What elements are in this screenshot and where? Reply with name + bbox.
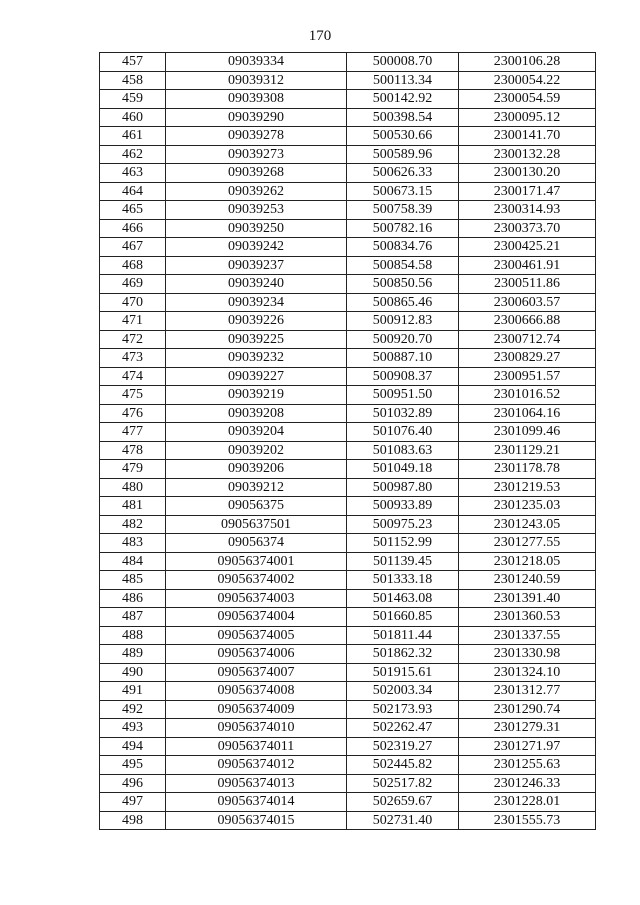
row-number-cell: 479 — [100, 460, 166, 479]
x-coordinate-cell: 500113.34 — [347, 71, 459, 90]
x-coordinate-cell: 500887.10 — [347, 349, 459, 368]
parcel-id-cell: 09039250 — [166, 219, 347, 238]
y-coordinate-cell: 2300425.21 — [459, 238, 596, 257]
table-row — [100, 201, 596, 220]
row-number-cell: 461 — [100, 127, 166, 146]
table-row — [100, 219, 596, 238]
x-coordinate-cell: 500782.16 — [347, 219, 459, 238]
parcel-id-cell: 09056374013 — [166, 774, 347, 793]
y-coordinate-cell: 2300106.28 — [459, 53, 596, 72]
table-row — [100, 515, 596, 534]
table-row — [100, 312, 596, 331]
y-coordinate-cell: 2300666.88 — [459, 312, 596, 331]
y-coordinate-cell: 2300511.86 — [459, 275, 596, 294]
table-row — [100, 793, 596, 812]
y-coordinate-cell: 2300373.70 — [459, 219, 596, 238]
y-coordinate-cell: 2301290.74 — [459, 700, 596, 719]
row-number-cell: 498 — [100, 811, 166, 830]
row-number-cell: 473 — [100, 349, 166, 368]
y-coordinate-cell: 2301099.46 — [459, 423, 596, 442]
parcel-id-cell: 09039278 — [166, 127, 347, 146]
y-coordinate-cell: 2300951.57 — [459, 367, 596, 386]
parcel-id-cell: 09056374 — [166, 534, 347, 553]
y-coordinate-cell: 2301016.52 — [459, 386, 596, 405]
coordinates-table-body — [100, 53, 596, 830]
table-row — [100, 404, 596, 423]
x-coordinate-cell: 500758.39 — [347, 201, 459, 220]
parcel-id-cell: 09039208 — [166, 404, 347, 423]
x-coordinate-cell: 501083.63 — [347, 441, 459, 460]
parcel-id-cell: 09039234 — [166, 293, 347, 312]
row-number-cell: 493 — [100, 719, 166, 738]
y-coordinate-cell: 2300054.22 — [459, 71, 596, 90]
row-number-cell: 465 — [100, 201, 166, 220]
row-number-cell: 472 — [100, 330, 166, 349]
parcel-id-cell: 09039242 — [166, 238, 347, 257]
row-number-cell: 470 — [100, 293, 166, 312]
y-coordinate-cell: 2301324.10 — [459, 663, 596, 682]
y-coordinate-cell: 2301240.59 — [459, 571, 596, 590]
row-number-cell: 471 — [100, 312, 166, 331]
row-number-cell: 483 — [100, 534, 166, 553]
x-coordinate-cell: 502262.47 — [347, 719, 459, 738]
x-coordinate-cell: 501660.85 — [347, 608, 459, 627]
parcel-id-cell: 09056374015 — [166, 811, 347, 830]
x-coordinate-cell: 501463.08 — [347, 589, 459, 608]
row-number-cell: 475 — [100, 386, 166, 405]
table-row — [100, 534, 596, 553]
page-number: 170 — [308, 28, 332, 44]
table-row — [100, 626, 596, 645]
x-coordinate-cell: 500850.56 — [347, 275, 459, 294]
parcel-id-cell: 09039312 — [166, 71, 347, 90]
y-coordinate-cell: 2300095.12 — [459, 108, 596, 127]
table-row — [100, 608, 596, 627]
x-coordinate-cell: 500975.23 — [347, 515, 459, 534]
parcel-id-cell: 09056374006 — [166, 645, 347, 664]
x-coordinate-cell: 501049.18 — [347, 460, 459, 479]
parcel-id-cell: 09039262 — [166, 182, 347, 201]
row-number-cell: 484 — [100, 552, 166, 571]
x-coordinate-cell: 500854.58 — [347, 256, 459, 275]
parcel-id-cell: 09056374010 — [166, 719, 347, 738]
row-number-cell: 494 — [100, 737, 166, 756]
parcel-id-cell: 09056374011 — [166, 737, 347, 756]
row-number-cell: 469 — [100, 275, 166, 294]
table-row — [100, 423, 596, 442]
table-row — [100, 441, 596, 460]
parcel-id-cell: 09039253 — [166, 201, 347, 220]
y-coordinate-cell: 2301360.53 — [459, 608, 596, 627]
y-coordinate-cell: 2301330.98 — [459, 645, 596, 664]
y-coordinate-cell: 2301277.55 — [459, 534, 596, 553]
row-number-cell: 489 — [100, 645, 166, 664]
table-row — [100, 145, 596, 164]
row-number-cell: 458 — [100, 71, 166, 90]
row-number-cell: 496 — [100, 774, 166, 793]
coordinates-table — [99, 52, 596, 830]
table-row — [100, 571, 596, 590]
x-coordinate-cell: 500673.15 — [347, 182, 459, 201]
x-coordinate-cell: 501862.32 — [347, 645, 459, 664]
parcel-id-cell: 09039237 — [166, 256, 347, 275]
x-coordinate-cell: 502003.34 — [347, 682, 459, 701]
row-number-cell: 490 — [100, 663, 166, 682]
parcel-id-cell: 09056374003 — [166, 589, 347, 608]
table-row — [100, 275, 596, 294]
parcel-id-cell: 09056374012 — [166, 756, 347, 775]
x-coordinate-cell: 500908.37 — [347, 367, 459, 386]
row-number-cell: 485 — [100, 571, 166, 590]
x-coordinate-cell: 501032.89 — [347, 404, 459, 423]
table-row — [100, 349, 596, 368]
parcel-id-cell: 09056375 — [166, 497, 347, 516]
table-row — [100, 330, 596, 349]
parcel-id-cell: 09039206 — [166, 460, 347, 479]
parcel-id-cell: 09056374004 — [166, 608, 347, 627]
y-coordinate-cell: 2301312.77 — [459, 682, 596, 701]
table-row — [100, 552, 596, 571]
y-coordinate-cell: 2300130.20 — [459, 164, 596, 183]
parcel-id-cell: 09039219 — [166, 386, 347, 405]
x-coordinate-cell: 500530.66 — [347, 127, 459, 146]
row-number-cell: 474 — [100, 367, 166, 386]
x-coordinate-cell: 502319.27 — [347, 737, 459, 756]
row-number-cell: 492 — [100, 700, 166, 719]
y-coordinate-cell: 2301243.05 — [459, 515, 596, 534]
parcel-id-cell: 09056374014 — [166, 793, 347, 812]
row-number-cell: 487 — [100, 608, 166, 627]
y-coordinate-cell: 2301235.03 — [459, 497, 596, 516]
parcel-id-cell: 09039225 — [166, 330, 347, 349]
row-number-cell: 463 — [100, 164, 166, 183]
y-coordinate-cell: 2301064.16 — [459, 404, 596, 423]
parcel-id-cell: 09039204 — [166, 423, 347, 442]
table-row — [100, 127, 596, 146]
row-number-cell: 480 — [100, 478, 166, 497]
y-coordinate-cell: 2301555.73 — [459, 811, 596, 830]
y-coordinate-cell: 2300712.74 — [459, 330, 596, 349]
row-number-cell: 478 — [100, 441, 166, 460]
parcel-id-cell: 09039290 — [166, 108, 347, 127]
parcel-id-cell: 09039212 — [166, 478, 347, 497]
y-coordinate-cell: 2300054.59 — [459, 90, 596, 109]
row-number-cell: 488 — [100, 626, 166, 645]
x-coordinate-cell: 502517.82 — [347, 774, 459, 793]
y-coordinate-cell: 2301228.01 — [459, 793, 596, 812]
table-row — [100, 478, 596, 497]
parcel-id-cell: 09056374001 — [166, 552, 347, 571]
y-coordinate-cell: 2301129.21 — [459, 441, 596, 460]
y-coordinate-cell: 2301178.78 — [459, 460, 596, 479]
y-coordinate-cell: 2301337.55 — [459, 626, 596, 645]
table-row — [100, 756, 596, 775]
table-row — [100, 663, 596, 682]
y-coordinate-cell: 2301219.53 — [459, 478, 596, 497]
table-row — [100, 737, 596, 756]
y-coordinate-cell: 2301279.31 — [459, 719, 596, 738]
y-coordinate-cell: 2301271.97 — [459, 737, 596, 756]
x-coordinate-cell: 500912.83 — [347, 312, 459, 331]
table-row — [100, 293, 596, 312]
parcel-id-cell: 09039268 — [166, 164, 347, 183]
parcel-id-cell: 09039226 — [166, 312, 347, 331]
table-row — [100, 164, 596, 183]
row-number-cell: 462 — [100, 145, 166, 164]
table-row — [100, 460, 596, 479]
table-row — [100, 182, 596, 201]
x-coordinate-cell: 500142.92 — [347, 90, 459, 109]
y-coordinate-cell: 2300829.27 — [459, 349, 596, 368]
x-coordinate-cell: 502731.40 — [347, 811, 459, 830]
y-coordinate-cell: 2301246.33 — [459, 774, 596, 793]
y-coordinate-cell: 2300132.28 — [459, 145, 596, 164]
table-row — [100, 367, 596, 386]
table-row — [100, 71, 596, 90]
row-number-cell: 466 — [100, 219, 166, 238]
x-coordinate-cell: 500398.54 — [347, 108, 459, 127]
x-coordinate-cell: 502659.67 — [347, 793, 459, 812]
y-coordinate-cell: 2300141.70 — [459, 127, 596, 146]
row-number-cell: 459 — [100, 90, 166, 109]
y-coordinate-cell: 2300461.91 — [459, 256, 596, 275]
x-coordinate-cell: 501811.44 — [347, 626, 459, 645]
table-row — [100, 386, 596, 405]
row-number-cell: 495 — [100, 756, 166, 775]
parcel-id-cell: 09056374009 — [166, 700, 347, 719]
parcel-id-cell: 09056374007 — [166, 663, 347, 682]
y-coordinate-cell: 2301391.40 — [459, 589, 596, 608]
table-row — [100, 682, 596, 701]
parcel-id-cell: 09056374002 — [166, 571, 347, 590]
x-coordinate-cell: 501139.45 — [347, 552, 459, 571]
parcel-id-cell: 09039227 — [166, 367, 347, 386]
parcel-id-cell: 09039232 — [166, 349, 347, 368]
parcel-id-cell: 09039308 — [166, 90, 347, 109]
parcel-id-cell: 09056374008 — [166, 682, 347, 701]
row-number-cell: 464 — [100, 182, 166, 201]
x-coordinate-cell: 500933.89 — [347, 497, 459, 516]
table-row — [100, 719, 596, 738]
x-coordinate-cell: 500626.33 — [347, 164, 459, 183]
table-row — [100, 811, 596, 830]
x-coordinate-cell: 502445.82 — [347, 756, 459, 775]
x-coordinate-cell: 502173.93 — [347, 700, 459, 719]
parcel-id-cell: 09056374005 — [166, 626, 347, 645]
table-row — [100, 774, 596, 793]
parcel-id-cell: 0905637501 — [166, 515, 347, 534]
parcel-id-cell: 09039273 — [166, 145, 347, 164]
y-coordinate-cell: 2300314.93 — [459, 201, 596, 220]
x-coordinate-cell: 500008.70 — [347, 53, 459, 72]
table-row — [100, 497, 596, 516]
x-coordinate-cell: 500589.96 — [347, 145, 459, 164]
row-number-cell: 467 — [100, 238, 166, 257]
x-coordinate-cell: 501076.40 — [347, 423, 459, 442]
row-number-cell: 476 — [100, 404, 166, 423]
row-number-cell: 482 — [100, 515, 166, 534]
row-number-cell: 460 — [100, 108, 166, 127]
row-number-cell: 486 — [100, 589, 166, 608]
table-row — [100, 53, 596, 72]
table-row — [100, 90, 596, 109]
x-coordinate-cell: 500951.50 — [347, 386, 459, 405]
table-row — [100, 700, 596, 719]
x-coordinate-cell: 500865.46 — [347, 293, 459, 312]
row-number-cell: 477 — [100, 423, 166, 442]
table-row — [100, 645, 596, 664]
x-coordinate-cell: 500920.70 — [347, 330, 459, 349]
table-row — [100, 256, 596, 275]
table-row — [100, 238, 596, 257]
x-coordinate-cell: 501333.18 — [347, 571, 459, 590]
parcel-id-cell: 09039334 — [166, 53, 347, 72]
x-coordinate-cell: 501915.61 — [347, 663, 459, 682]
row-number-cell: 497 — [100, 793, 166, 812]
y-coordinate-cell: 2301255.63 — [459, 756, 596, 775]
row-number-cell: 491 — [100, 682, 166, 701]
row-number-cell: 481 — [100, 497, 166, 516]
table-row — [100, 589, 596, 608]
y-coordinate-cell: 2300603.57 — [459, 293, 596, 312]
x-coordinate-cell: 500987.80 — [347, 478, 459, 497]
parcel-id-cell: 09039202 — [166, 441, 347, 460]
parcel-id-cell: 09039240 — [166, 275, 347, 294]
x-coordinate-cell: 500834.76 — [347, 238, 459, 257]
y-coordinate-cell: 2301218.05 — [459, 552, 596, 571]
row-number-cell: 468 — [100, 256, 166, 275]
table-row — [100, 108, 596, 127]
y-coordinate-cell: 2300171.47 — [459, 182, 596, 201]
row-number-cell: 457 — [100, 53, 166, 72]
x-coordinate-cell: 501152.99 — [347, 534, 459, 553]
